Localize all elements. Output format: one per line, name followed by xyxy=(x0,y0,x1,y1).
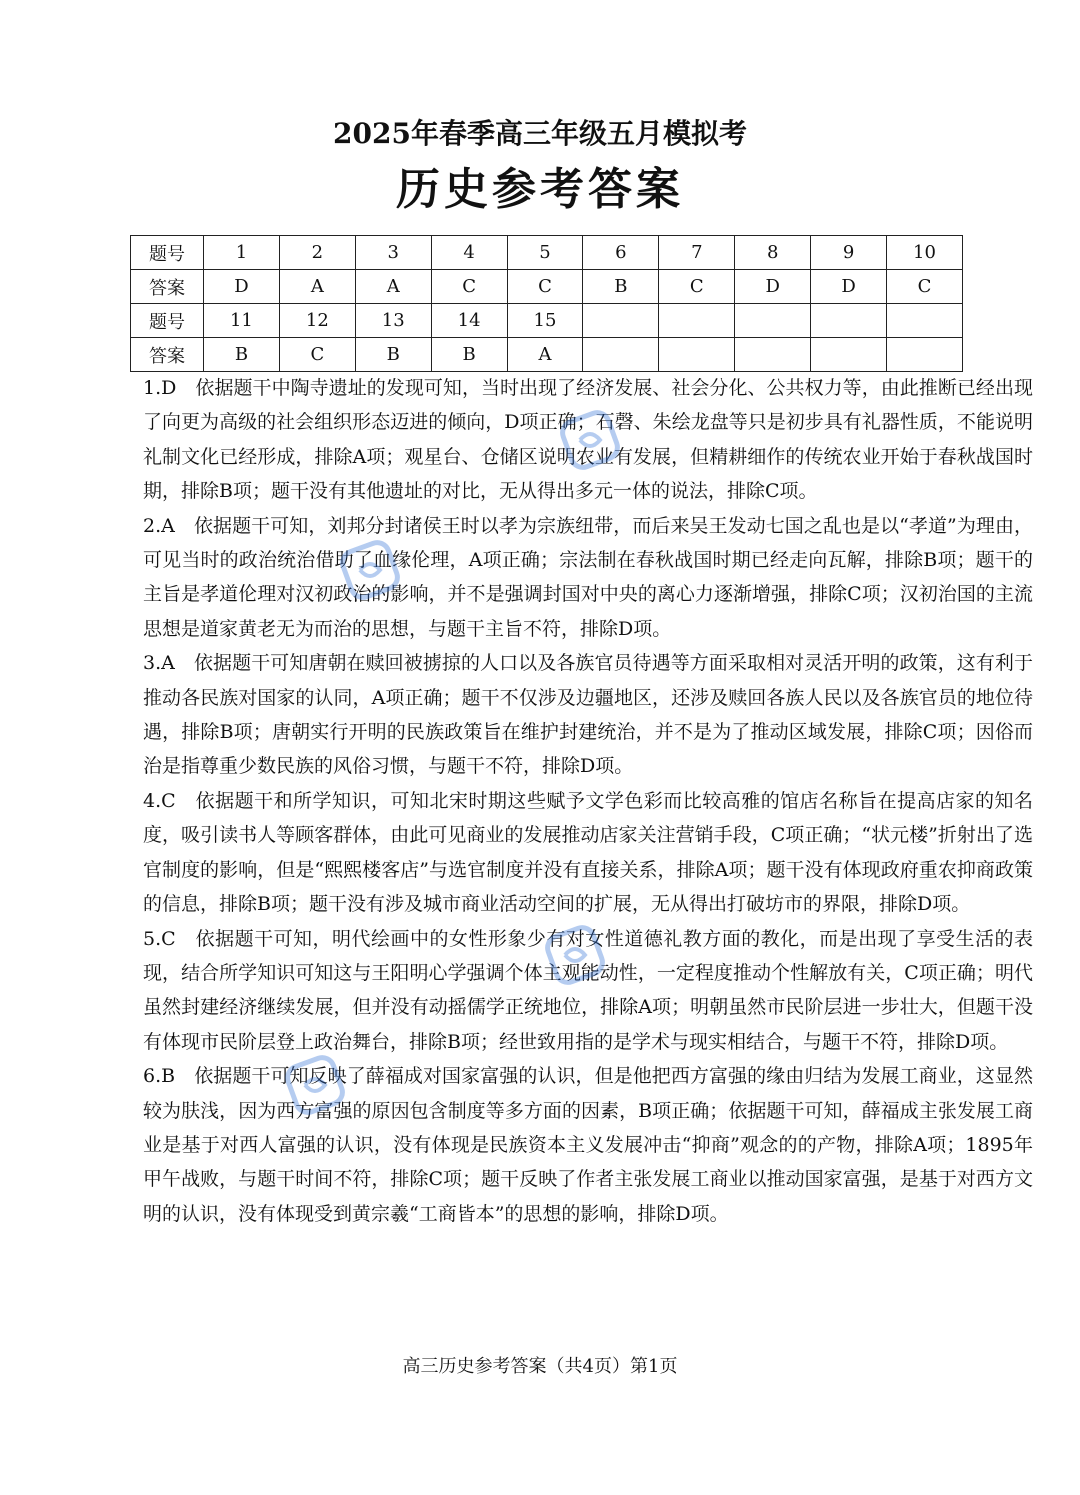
explanation-3: 3.A 依据题干可知唐朝在赎回被掳掠的人口以及各族官员待遇等方面采取相对灵活开明的政策，这有利于推动各民族对国家的认同，A项正确；题干不仅涉及边疆地区，还涉及赎回各族人民以及各族官员的地位待遇，排除B项；唐朝实行开明的民族政策旨在维护封建统治，并不是为了推动区域发展，排除C项；因俗而治是指尊重少数民族的风俗习惯，与题干不符，排除D项。 xyxy=(143,652,1033,778)
table-cell: 4 xyxy=(431,236,507,270)
title-line2: 历史参考答案 xyxy=(396,164,684,215)
table-cell: 2 xyxy=(279,236,355,270)
table-cell: 7 xyxy=(659,236,735,270)
table-cell: 1 xyxy=(204,236,280,270)
table-cell: D xyxy=(204,270,280,304)
table-cell xyxy=(735,304,811,338)
table-cell: C xyxy=(431,270,507,304)
table-cell: C xyxy=(887,270,963,304)
table-cell: A xyxy=(279,270,355,304)
table-cell: B xyxy=(583,270,659,304)
table-cell: B xyxy=(431,338,507,372)
table-cell: A xyxy=(507,338,583,372)
table-row xyxy=(131,304,963,338)
explanation-1: 1.D 依据题干中陶寺遗址的发现可知，当时出现了经济发展、社会分化、公共权力等，由此推断已经出现了向更为高级的社会组织形态迈进的倾向，D项正确；石磬、朱绘龙盘等只是初步具有礼器性质，不能说明礼制文化已经形成，排除A项；观星台、仓储区说明农业有发展，但精耕细作的传统农业开始于春秋战国时期，排除B项；题干没有其他遗址的对比，无从得出多元一体的说法，排除C项。 xyxy=(143,377,1033,503)
table-cell: 5 xyxy=(507,236,583,270)
table-cell: C xyxy=(507,270,583,304)
table-cell xyxy=(887,304,963,338)
table-cell: B xyxy=(355,338,431,372)
table-row xyxy=(131,270,963,304)
table-row xyxy=(131,236,963,270)
answer-table xyxy=(130,235,963,372)
table-cell: 9 xyxy=(811,236,887,270)
row-label: 题号 xyxy=(131,304,204,338)
table-cell: 8 xyxy=(735,236,811,270)
table-cell: 11 xyxy=(204,304,280,338)
table-cell xyxy=(583,304,659,338)
row-label: 题号 xyxy=(131,236,204,270)
explanations xyxy=(143,371,1033,1231)
table-cell xyxy=(811,338,887,372)
table-cell: C xyxy=(279,338,355,372)
table-cell xyxy=(659,304,735,338)
explanation-4: 4.C 依据题干和所学知识，可知北宋时期这些赋予文学色彩而比较高雅的馆店名称旨在提高店家的知名度，吸引读书人等顾客群体，由此可见商业的发展推动店家关注营销手段，C项正确；“状元楼”折射出了选官制度的影响，但是“熙熙楼客店”与选官制度并没有直接关系，排除A项；题干没有体现政府重农抑商政策的信息，排除B项；题干没有涉及城市商业活动空间的扩展，无从得出打破坊市的界限，排除D项。 xyxy=(143,789,1033,916)
table-cell: D xyxy=(811,270,887,304)
row-label: 答案 xyxy=(131,270,204,304)
explanation-5: 5.C 依据题干可知，明代绘画中的女性形象少有对女性道德礼教方面的教化，而是出现了享受生活的表现，结合所学知识可知这与王阳明心学强调个体主观能动性，一定程度推动个性解放有关，C项正确；明代虽然封建经济继续发展，但并没有动摇儒学正统地位，排除A项；明朝虽然市民阶层进一步壮大，但题干没有体现市民阶层登上政治舞台，排除B项；经世致用指的是学术与现实相结合，与题干不符，排除D项。 xyxy=(143,927,1033,1053)
table-cell xyxy=(887,338,963,372)
table-cell: 13 xyxy=(355,304,431,338)
table-cell: D xyxy=(735,270,811,304)
table-cell: 6 xyxy=(583,236,659,270)
table-cell: C xyxy=(659,270,735,304)
table-cell xyxy=(735,338,811,372)
row-label: 答案 xyxy=(131,338,204,372)
title-line1: 2025年春季高三年级五月模拟考 xyxy=(333,117,747,150)
page-footer: 高三历史参考答案（共4页）第1页 xyxy=(402,1356,678,1377)
table-row xyxy=(131,338,963,372)
explanation-6: 6.B 依据题干可知反映了薛福成对国家富强的认识，但是他把西方富强的缘由归结为发展工商业，这显然较为肤浅，因为西方富强的原因包含制度等多方面的因素，B项正确；依据题干可知，薛福成主张发展工商业是基于对西人富强的认识，没有体现是民族资本主义发展冲击“抑商”观念的的产物，排除A项；1895年甲午战败，与题干时间不符，排除C项；题干反映了作者主张发展工商业以推动国家富强，是基于对西方文明的认识，没有体现受到黄宗羲“工商皆本”的思想的影响，排除D项。 xyxy=(143,1065,1033,1225)
table-cell: 14 xyxy=(431,304,507,338)
table-cell: 15 xyxy=(507,304,583,338)
table-cell: 3 xyxy=(355,236,431,270)
table-cell: A xyxy=(355,270,431,304)
table-cell: 12 xyxy=(279,304,355,338)
table-cell xyxy=(583,338,659,372)
table-cell xyxy=(811,304,887,338)
table-cell: 10 xyxy=(887,236,963,270)
table-cell: B xyxy=(204,338,280,372)
explanation-2: 2.A 依据题干可知，刘邦分封诸侯王时以孝为宗族纽带，而后来吴王发动七国之乱也是以“孝道”为理由，可见当时的政治统治借助了血缘伦理，A项正确；宗法制在春秋战国时期已经走向瓦解，排除B项；题干的主旨是孝道伦理对汉初政治的影响，并不是强调封国对中央的离心力逐渐增强，排除C项；汉初治国的主流思想是道家黄老无为而治的思想，与题干主旨不符，排除D项。 xyxy=(143,514,1033,640)
table-cell xyxy=(659,338,735,372)
